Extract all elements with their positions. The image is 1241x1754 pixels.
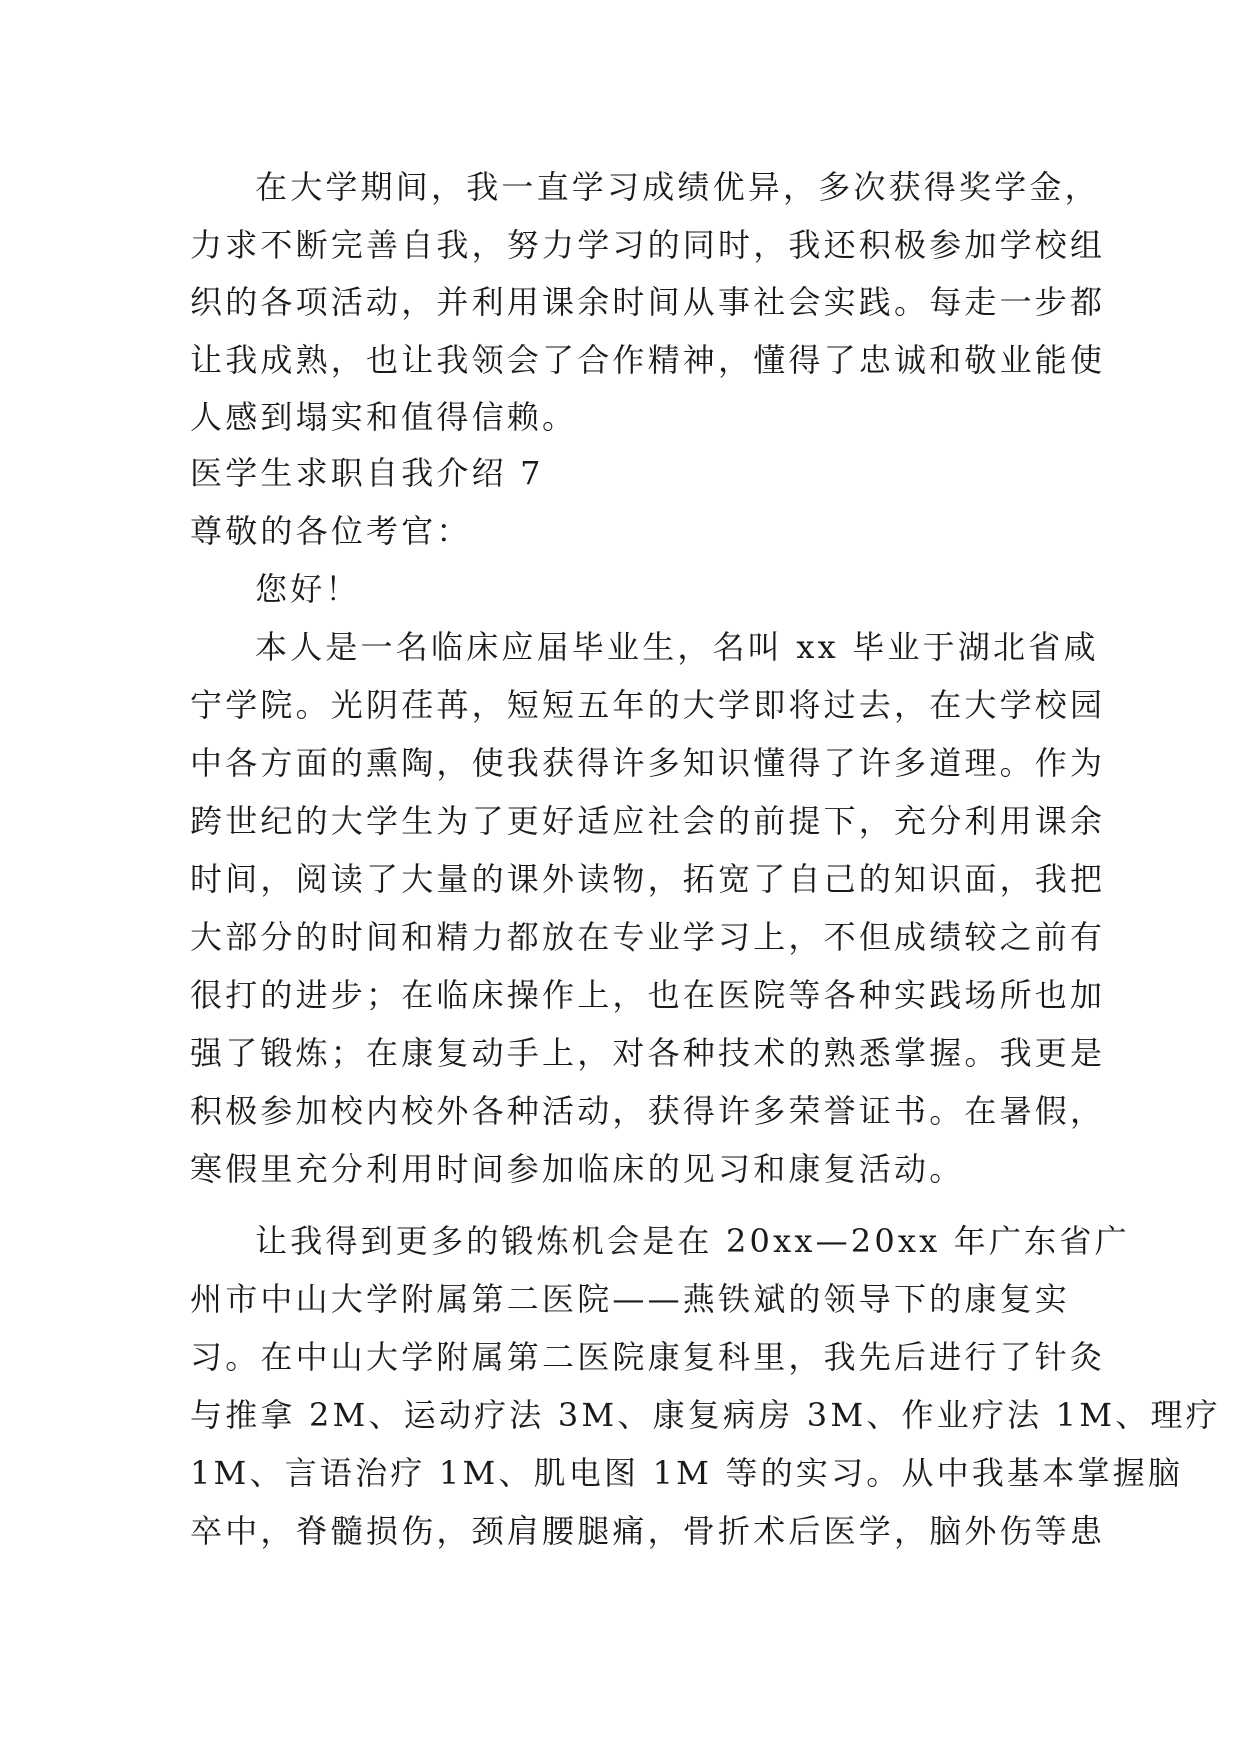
body-text-line: 与推拿 2M、运动疗法 3M、康复病房 3M、作业疗法 1M、理疗 bbox=[190, 1396, 1221, 1434]
body-text-line: 本人是一名临床应届毕业生，名叫 xx 毕业于湖北省咸 bbox=[255, 628, 1099, 666]
body-text-line: 时间，阅读了大量的课外读物，拓宽了自己的知识面，我把 bbox=[190, 860, 1106, 898]
body-text-line: 1M、言语治疗 1M、肌电图 1M 等的实习。从中我基本掌握脑 bbox=[190, 1454, 1184, 1492]
body-text-line: 寒假里充分利用时间参加临床的见习和康复活动。 bbox=[190, 1150, 965, 1188]
body-text-line: 跨世纪的大学生为了更好适应社会的前提下，充分利用课余 bbox=[190, 802, 1106, 840]
salutation: 尊敬的各位考官： bbox=[190, 512, 472, 550]
body-text-line: 强了锻炼；在康复动手上，对各种技术的熟悉掌握。我更是 bbox=[190, 1034, 1106, 1072]
body-text-line: 习。在中山大学附属第二医院康复科里，我先后进行了针灸 bbox=[190, 1338, 1106, 1376]
body-text-line: 卒中，脊髓损伤，颈肩腰腿痛，骨折术后医学，脑外伤等患 bbox=[190, 1512, 1106, 1550]
body-text-line: 积极参加校内校外各种活动，获得许多荣誉证书。在暑假， bbox=[190, 1092, 1106, 1130]
body-text-line: 很打的进步；在临床操作上，也在医院等各种实践场所也加 bbox=[190, 976, 1106, 1014]
greeting: 您好！ bbox=[255, 570, 361, 608]
body-text-line: 在大学期间，我一直学习成绩优异，多次获得奖学金， bbox=[255, 168, 1100, 206]
body-text-line: 大部分的时间和精力都放在专业学习上，不但成绩较之前有 bbox=[190, 918, 1106, 956]
body-text-line: 中各方面的熏陶，使我获得许多知识懂得了许多道理。作为 bbox=[190, 744, 1106, 782]
body-text-line: 州市中山大学附属第二医院——燕铁斌的领导下的康复实 bbox=[190, 1280, 1071, 1318]
body-text-line: 让我成熟，也让我领会了合作精神，懂得了忠诚和敬业能使 bbox=[190, 341, 1106, 379]
body-text-line: 让我得到更多的锻炼机会是在 20xx—20xx 年广东省广 bbox=[255, 1222, 1130, 1260]
section-heading: 医学生求职自我介绍 7 bbox=[190, 454, 544, 492]
body-text-line: 力求不断完善自我，努力学习的同时，我还积极参加学校组 bbox=[190, 226, 1106, 264]
body-text-line: 宁学院。光阴荏苒，短短五年的大学即将过去，在大学校园 bbox=[190, 686, 1106, 724]
body-text-line: 人感到塌实和值得信赖。 bbox=[190, 398, 578, 436]
body-text-line: 织的各项活动，并利用课余时间从事社会实践。每走一步都 bbox=[190, 283, 1106, 321]
